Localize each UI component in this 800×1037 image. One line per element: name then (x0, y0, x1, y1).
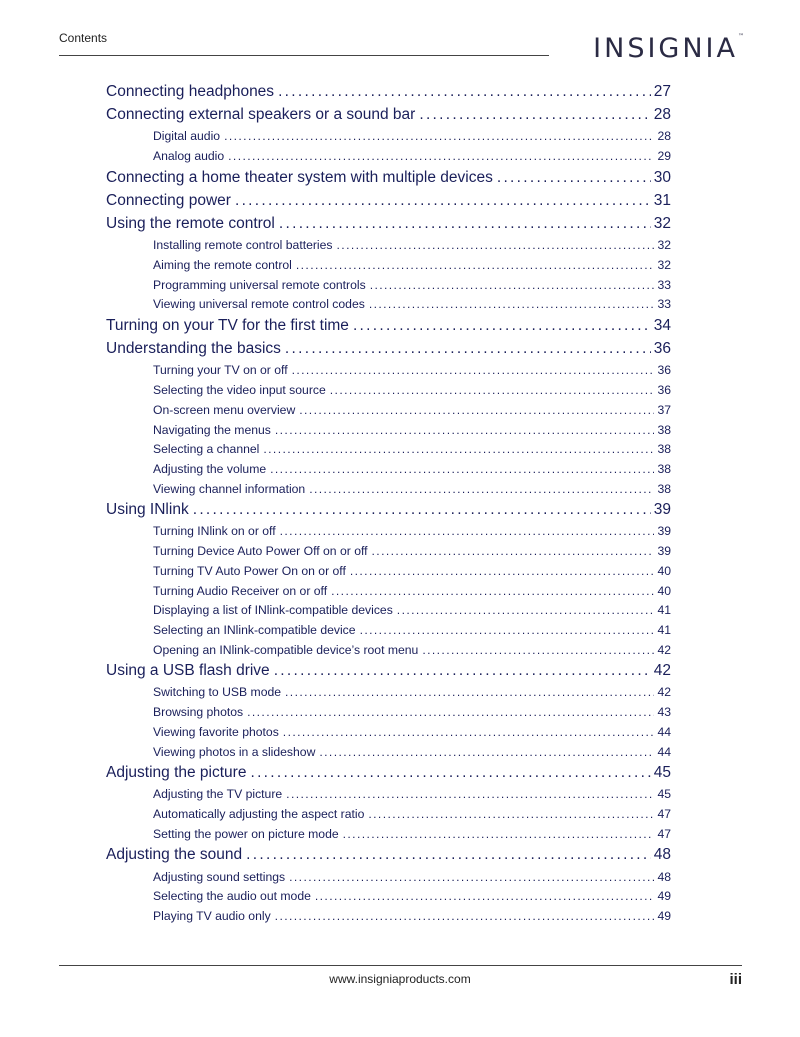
toc-entry[interactable] (106, 103, 671, 126)
brand-name: INSIGNIA (593, 33, 738, 64)
toc-leader-dots (370, 275, 655, 295)
toc-leader-dots (275, 420, 655, 440)
toc-entry-page: 36 (653, 340, 671, 358)
toc-entry-title: Connecting a home theater system with multiple devices (106, 168, 493, 186)
toc-entry-page: 36 (657, 383, 671, 398)
toc-entry-page: 40 (657, 563, 671, 578)
toc-entry-title: Viewing favorite photos (153, 724, 279, 739)
toc-leader-dots (319, 742, 654, 762)
toc-entry-title: Analog audio (153, 149, 225, 164)
toc-entry-page: 38 (657, 422, 671, 437)
toc-entry-page: 44 (657, 724, 671, 739)
toc-entry-title: Using the remote control (106, 215, 275, 233)
toc-leader-dots (279, 212, 651, 235)
toc-entry-title: Adjusting the TV picture (153, 787, 283, 802)
toc-entry-page: 27 (653, 83, 671, 100)
page-number: iii (729, 971, 742, 988)
toc-entry-title: Selecting the audio out mode (153, 889, 311, 904)
toc-entry-title: Playing TV audio only (153, 909, 271, 923)
toc-leader-dots (285, 682, 654, 702)
toc-leader-dots (372, 541, 655, 561)
toc-entry-page: 48 (653, 846, 671, 864)
toc-subentry[interactable] (106, 722, 671, 742)
toc-entry-page: 38 (657, 442, 671, 457)
trademark-mark: ™ (738, 33, 744, 40)
toc-entry-title: Displaying a list of INlink-compatible devices (153, 603, 393, 618)
toc-entry-title: Viewing photos in a slideshow (153, 744, 316, 759)
toc-subentry[interactable] (106, 146, 671, 166)
toc-entry-page: 33 (657, 277, 671, 292)
toc-entry-page: 39 (657, 544, 671, 559)
toc-entry-title: Installing remote control batteries (153, 238, 333, 253)
toc-leader-dots (299, 400, 654, 420)
toc-entry-page: 42 (653, 662, 671, 680)
toc-leader-dots (289, 867, 654, 887)
toc-subentry[interactable] (106, 886, 671, 906)
toc-subentry[interactable] (106, 620, 671, 640)
toc-entry-title: Navigating the menus (153, 422, 271, 437)
toc-subentry[interactable] (106, 804, 671, 824)
toc-entry-title: Turning TV Auto Power On on or off (153, 563, 346, 578)
toc-entry-title: Opening an INlink-compatible device’s root menu (153, 642, 419, 657)
toc-leader-dots (315, 886, 655, 906)
toc-leader-dots (296, 255, 655, 275)
toc-subentry[interactable] (106, 420, 671, 440)
toc-leader-dots (247, 702, 654, 722)
toc-leader-dots (278, 80, 651, 103)
toc-entry-page: 32 (653, 215, 671, 233)
toc-entry[interactable] (106, 337, 671, 360)
toc-entry-page: 49 (657, 909, 671, 923)
toc-entry-page: 41 (657, 603, 671, 618)
toc-entry-page: 32 (657, 238, 671, 253)
toc-leader-dots (224, 126, 654, 146)
toc-leader-dots (275, 906, 655, 926)
footer-divider (59, 965, 742, 966)
toc-entry-title: Digital audio (153, 129, 221, 144)
toc-subentry[interactable] (106, 360, 671, 380)
toc-entry-page: 39 (653, 501, 671, 519)
toc-entry-page: 28 (653, 106, 671, 124)
toc-entry-title: Adjusting the volume (153, 461, 267, 476)
toc-entry-page: 36 (657, 363, 671, 378)
toc-entry-title: Turning your TV on or off (153, 363, 288, 378)
toc-entry-page: 40 (657, 583, 671, 598)
toc-entry-title: On-screen menu overview (153, 402, 296, 417)
toc-entry-title: Using INlink (106, 501, 189, 519)
toc-subentry[interactable] (106, 824, 671, 844)
toc-subentry[interactable] (106, 702, 671, 722)
toc-entry-title: Selecting the video input source (153, 383, 326, 398)
toc-entry-page: 48 (657, 869, 671, 884)
toc-leader-dots (350, 561, 655, 581)
toc-subentry[interactable] (106, 255, 671, 275)
toc-leader-dots (353, 314, 651, 337)
toc-entry-title: Connecting power (106, 191, 231, 209)
toc-leader-dots (263, 439, 654, 459)
toc-entry-page: 44 (657, 744, 671, 759)
toc-entry-title: Turning Audio Receiver on or off (153, 583, 328, 598)
toc-entry[interactable] (106, 314, 671, 337)
toc-subentry[interactable] (106, 784, 671, 804)
toc-leader-dots (285, 337, 651, 360)
toc-subentry[interactable] (106, 581, 671, 601)
toc-entry-page: 39 (657, 524, 671, 539)
toc-leader-dots (228, 146, 654, 166)
toc-leader-dots (422, 640, 654, 660)
toc-subentry[interactable] (106, 479, 671, 499)
toc-entry-page: 38 (657, 481, 671, 496)
toc-entry-page: 28 (657, 129, 671, 144)
toc-leader-dots (419, 103, 650, 126)
toc-entry-title: Adjusting sound settings (153, 869, 286, 884)
toc-entry-page: 45 (653, 764, 671, 782)
toc-leader-dots (193, 498, 651, 521)
toc-entry-title: Browsing photos (153, 705, 244, 720)
toc-entry-page: 49 (657, 889, 671, 904)
toc-subentry[interactable] (106, 682, 671, 702)
toc-entry-page: 31 (653, 191, 671, 209)
toc-entry[interactable] (106, 80, 671, 103)
toc-entry-page: 47 (657, 807, 671, 822)
toc-entry-page: 41 (657, 622, 671, 637)
toc-leader-dots (343, 824, 655, 844)
toc-leader-dots (274, 659, 651, 682)
toc-subentry[interactable] (106, 294, 671, 314)
section-label: Contents (59, 31, 108, 45)
toc-subentry[interactable] (106, 640, 671, 660)
toc-entry-page: 32 (657, 258, 671, 272)
toc-entry-page: 38 (657, 461, 671, 476)
toc-leader-dots (330, 380, 655, 400)
toc-subentry[interactable] (106, 275, 671, 295)
toc-subentry[interactable] (106, 521, 671, 541)
toc-entry-title: Turning INlink on or off (153, 524, 276, 539)
toc-subentry[interactable] (106, 235, 671, 255)
toc-entry-title: Connecting headphones (106, 83, 275, 100)
toc-leader-dots (309, 479, 654, 499)
toc-subentry[interactable] (106, 742, 671, 762)
toc-leader-dots (369, 294, 655, 314)
toc-entry-page: 43 (657, 705, 671, 720)
toc-leader-dots (283, 722, 655, 742)
toc-entry-page: 33 (657, 297, 671, 312)
toc-entry-title: Using a USB flash drive (106, 662, 270, 680)
toc-subentry[interactable] (106, 400, 671, 420)
toc-leader-dots (337, 235, 655, 255)
toc-entry-page: 30 (653, 168, 671, 186)
toc-leader-dots (331, 581, 654, 601)
toc-entry-title: Viewing universal remote control codes (153, 297, 365, 312)
toc-entry-title: Turning on your TV for the first time (106, 317, 349, 335)
toc-entry[interactable] (106, 659, 671, 682)
toc-leader-dots (292, 360, 655, 380)
toc-entry-page: 37 (657, 402, 671, 417)
toc-entry[interactable] (106, 212, 671, 235)
toc-leader-dots (235, 189, 651, 212)
toc-entry-title: Aiming the remote control (153, 258, 292, 272)
toc-entry-page: 42 (657, 642, 671, 657)
toc-subentry[interactable] (106, 561, 671, 581)
toc-entry[interactable] (106, 761, 671, 784)
toc-entry-page: 47 (657, 826, 671, 841)
toc-entry-title: Switching to USB mode (153, 685, 282, 700)
toc-entry-page: 29 (657, 149, 671, 164)
toc-entry-page: 45 (657, 787, 671, 802)
toc-entry-page: 42 (657, 685, 671, 700)
toc-subentry[interactable] (106, 906, 671, 926)
toc-entry[interactable] (106, 843, 671, 866)
toc-subentry[interactable] (106, 459, 671, 479)
toc-entry-title: Setting the power on picture mode (153, 826, 339, 841)
toc-leader-dots (280, 521, 655, 541)
toc-entry-title: Adjusting the picture (106, 764, 247, 782)
toc-entry-title: Understanding the basics (106, 340, 281, 358)
toc-entry-title: Adjusting the sound (106, 846, 243, 864)
toc-entry-title: Programming universal remote controls (153, 277, 366, 292)
toc-entry-title: Viewing channel information (153, 481, 306, 496)
toc-leader-dots (368, 804, 654, 824)
toc-subentry[interactable] (106, 867, 671, 887)
toc-entry-page: 34 (653, 317, 671, 335)
toc-entry[interactable] (106, 166, 671, 189)
toc-entry-title: Selecting an INlink-compatible device (153, 622, 356, 637)
toc-subentry[interactable] (106, 600, 671, 620)
toc-leader-dots (497, 166, 651, 189)
toc-entry[interactable] (106, 189, 671, 212)
toc-entry-title: Selecting a channel (153, 442, 260, 457)
toc-leader-dots (270, 459, 654, 479)
toc-subentry[interactable] (106, 380, 671, 400)
toc-entry-title: Automatically adjusting the aspect ratio (153, 807, 365, 822)
toc-subentry[interactable] (106, 439, 671, 459)
toc-leader-dots (246, 843, 651, 866)
header-divider (59, 55, 549, 56)
toc-subentry[interactable] (106, 541, 671, 561)
toc-entry-title: Turning Device Auto Power Off on or off (153, 544, 368, 559)
toc-leader-dots (397, 600, 655, 620)
toc-entry-title: Connecting external speakers or a sound bar (106, 106, 416, 124)
toc-leader-dots (286, 784, 654, 804)
toc-leader-dots (250, 761, 650, 784)
table-of-contents (106, 80, 671, 926)
brand-logo (593, 33, 744, 64)
toc-entry[interactable] (106, 498, 671, 521)
toc-leader-dots (360, 620, 655, 640)
toc-subentry[interactable] (106, 126, 671, 146)
footer-url[interactable]: www.insigniaproducts.com (329, 972, 471, 986)
